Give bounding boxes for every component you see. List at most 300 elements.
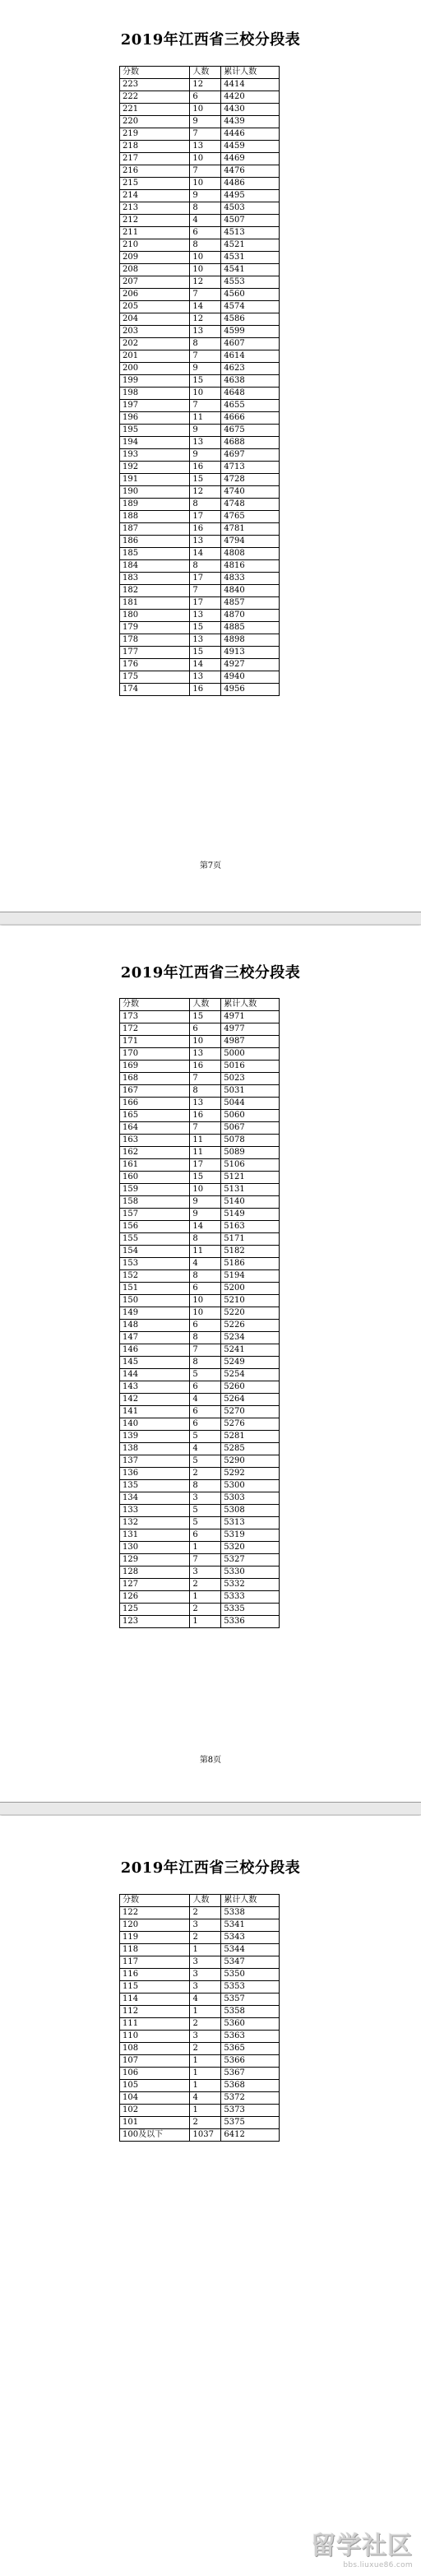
table-row [120, 1616, 280, 1628]
cell-count: 3 [190, 1919, 221, 1932]
cell-count: 8 [190, 1085, 221, 1098]
cell-score: 119 [120, 1932, 190, 1944]
table-row [120, 1344, 280, 1357]
cell-score: 132 [120, 1517, 190, 1529]
cell-score: 152 [120, 1270, 190, 1283]
cell-score: 150 [120, 1295, 190, 1307]
table-row [120, 1418, 280, 1431]
cell-score: 216 [120, 165, 190, 178]
cell-count: 1 [190, 1542, 221, 1554]
page-title: 2019年江西省三校分段表 [120, 1859, 301, 1877]
cell-count: 12 [190, 313, 221, 326]
cell-cumulative: 5338 [221, 1907, 280, 1919]
cell-count: 14 [190, 301, 221, 313]
cell-score: 203 [120, 326, 190, 338]
cell-score: 138 [120, 1443, 190, 1455]
cell-score: 100及以下 [120, 2129, 190, 2142]
cell-score: 155 [120, 1233, 190, 1246]
table-row [120, 1505, 280, 1517]
table-row [120, 1073, 280, 1085]
cell-score: 147 [120, 1332, 190, 1344]
cell-count: 10 [190, 1295, 221, 1307]
cell-score: 142 [120, 1394, 190, 1406]
page-number: 第8页 [199, 1756, 222, 1765]
table-row [120, 1591, 280, 1604]
cell-cumulative: 5313 [221, 1517, 280, 1529]
table-row [120, 1085, 280, 1098]
table-row [120, 1196, 280, 1209]
cell-cumulative: 5000 [221, 1048, 280, 1061]
cell-score: 125 [120, 1604, 190, 1616]
table-row [120, 338, 280, 350]
cell-count: 8 [190, 560, 221, 573]
table-row [120, 1443, 280, 1455]
cell-score: 170 [120, 1048, 190, 1061]
watermark-brand: 留学社区 [311, 2532, 413, 2560]
table-row [120, 289, 280, 301]
table-row [120, 1492, 280, 1505]
cell-cumulative: 4439 [221, 116, 280, 128]
table-header-row [120, 1895, 280, 1907]
cell-cumulative: 5308 [221, 1505, 280, 1517]
table-row [120, 622, 280, 634]
cell-count: 4 [190, 2092, 221, 2105]
table-row [120, 1295, 280, 1307]
cell-cumulative: 4833 [221, 573, 280, 585]
table-row [120, 585, 280, 597]
cell-count: 7 [190, 400, 221, 412]
table-row [120, 1932, 280, 1944]
cell-cumulative: 5335 [221, 1604, 280, 1616]
cell-score: 184 [120, 560, 190, 573]
cell-cumulative: 4607 [221, 338, 280, 350]
cell-count: 6 [190, 1406, 221, 1418]
table-row [120, 1209, 280, 1221]
cell-score: 131 [120, 1529, 190, 1542]
cell-score: 133 [120, 1505, 190, 1517]
cell-cumulative: 5264 [221, 1394, 280, 1406]
cell-score: 175 [120, 671, 190, 684]
table-row [120, 1184, 280, 1196]
cell-cumulative: 4420 [221, 91, 280, 104]
cell-count: 6 [190, 1283, 221, 1295]
table-row [120, 647, 280, 659]
watermark-url: bbs.liuxue86.com [343, 2561, 413, 2569]
cell-cumulative: 5336 [221, 1616, 280, 1628]
cell-count: 9 [190, 190, 221, 202]
table-row [120, 2055, 280, 2068]
cell-score: 213 [120, 202, 190, 215]
cell-cumulative: 4586 [221, 313, 280, 326]
cell-cumulative: 4740 [221, 486, 280, 499]
cell-count: 3 [190, 1969, 221, 1981]
cell-score: 221 [120, 104, 190, 116]
cell-count: 4 [190, 215, 221, 227]
cell-count: 13 [190, 671, 221, 684]
table-row [120, 1357, 280, 1369]
cell-score: 212 [120, 215, 190, 227]
cell-cumulative: 5319 [221, 1529, 280, 1542]
document-page-9 [0, 1816, 421, 2576]
cell-cumulative: 4728 [221, 474, 280, 486]
cell-cumulative: 4927 [221, 659, 280, 671]
table-row [120, 1381, 280, 1394]
cell-score: 185 [120, 548, 190, 560]
cell-count: 15 [190, 622, 221, 634]
cell-score: 177 [120, 647, 190, 659]
cell-count: 14 [190, 659, 221, 671]
cell-cumulative: 5171 [221, 1233, 280, 1246]
cell-cumulative: 4940 [221, 671, 280, 684]
table-row [120, 388, 280, 400]
cell-cumulative: 5281 [221, 1431, 280, 1443]
cell-cumulative: 5249 [221, 1357, 280, 1369]
table-row [120, 350, 280, 363]
table-row [120, 499, 280, 511]
cell-count: 13 [190, 326, 221, 338]
table-row [120, 1135, 280, 1147]
cell-score: 220 [120, 116, 190, 128]
cell-count: 16 [190, 462, 221, 474]
cell-cumulative: 5353 [221, 1981, 280, 1993]
table-row [120, 1320, 280, 1332]
cell-cumulative: 4574 [221, 301, 280, 313]
table-row [120, 363, 280, 375]
table-row [120, 560, 280, 573]
cell-count: 2 [190, 2043, 221, 2055]
cell-score: 161 [120, 1159, 190, 1172]
table-row [120, 1147, 280, 1159]
table-row [120, 1604, 280, 1616]
cell-count: 9 [190, 1209, 221, 1221]
table-row [120, 1981, 280, 1993]
cell-cumulative: 5373 [221, 2105, 280, 2117]
cell-cumulative: 5344 [221, 1944, 280, 1956]
table-row [120, 239, 280, 252]
table-row [120, 91, 280, 104]
cell-score: 180 [120, 610, 190, 622]
table-row [120, 659, 280, 671]
cell-cumulative: 4430 [221, 104, 280, 116]
cell-cumulative: 5131 [221, 1184, 280, 1196]
table-row [120, 1394, 280, 1406]
cell-count: 10 [190, 1184, 221, 1196]
header-score: 分数 [120, 1895, 190, 1907]
table-row [120, 1919, 280, 1932]
table-row [120, 1431, 280, 1443]
table-row [120, 1098, 280, 1110]
cell-score: 171 [120, 1036, 190, 1048]
cell-count: 9 [190, 1196, 221, 1209]
cell-score: 173 [120, 1011, 190, 1023]
table-header-row [120, 999, 280, 1011]
cell-score: 143 [120, 1381, 190, 1394]
cell-cumulative: 4913 [221, 647, 280, 659]
cell-score: 208 [120, 264, 190, 276]
cell-cumulative: 4794 [221, 536, 280, 548]
cell-cumulative: 4781 [221, 523, 280, 536]
cell-cumulative: 4553 [221, 276, 280, 289]
cell-cumulative: 5276 [221, 1418, 280, 1431]
cell-cumulative: 4697 [221, 449, 280, 462]
cell-cumulative: 4531 [221, 252, 280, 264]
cell-count: 10 [190, 252, 221, 264]
cell-score: 195 [120, 425, 190, 437]
document-page-7 [0, 0, 421, 909]
cell-count: 5 [190, 1369, 221, 1381]
cell-cumulative: 4816 [221, 560, 280, 573]
cell-cumulative: 4765 [221, 511, 280, 523]
cell-cumulative: 5366 [221, 2055, 280, 2068]
cell-score: 169 [120, 1061, 190, 1073]
cell-cumulative: 4666 [221, 412, 280, 425]
header-cumulative: 累计人数 [221, 67, 280, 79]
table-row [120, 1122, 280, 1135]
table-row [120, 178, 280, 190]
cell-score: 206 [120, 289, 190, 301]
cell-count: 6 [190, 91, 221, 104]
cell-score: 176 [120, 659, 190, 671]
cell-count: 10 [190, 388, 221, 400]
cell-cumulative: 6412 [221, 2129, 280, 2142]
cell-count: 13 [190, 610, 221, 622]
table-row [120, 153, 280, 165]
cell-score: 156 [120, 1221, 190, 1233]
cell-score: 189 [120, 499, 190, 511]
cell-cumulative: 5365 [221, 2043, 280, 2055]
table-row [120, 276, 280, 289]
header-score: 分数 [120, 67, 190, 79]
cell-cumulative: 5016 [221, 1061, 280, 1073]
cell-score: 172 [120, 1023, 190, 1036]
cell-score: 117 [120, 1956, 190, 1969]
table-row [120, 1246, 280, 1258]
cell-count: 6 [190, 227, 221, 239]
cell-count: 2 [190, 1604, 221, 1616]
cell-cumulative: 4459 [221, 141, 280, 153]
cell-count: 16 [190, 1110, 221, 1122]
document-page-8 [0, 926, 421, 1798]
cell-count: 6 [190, 1381, 221, 1394]
cell-count: 17 [190, 573, 221, 585]
table-row [120, 190, 280, 202]
cell-score: 192 [120, 462, 190, 474]
cell-count: 12 [190, 79, 221, 91]
cell-cumulative: 4507 [221, 215, 280, 227]
cell-cumulative: 4560 [221, 289, 280, 301]
header-cumulative: 累计人数 [221, 999, 280, 1011]
table-row [120, 1036, 280, 1048]
cell-cumulative: 5140 [221, 1196, 280, 1209]
cell-score: 107 [120, 2055, 190, 2068]
cell-score: 157 [120, 1209, 190, 1221]
cell-score: 165 [120, 1110, 190, 1122]
table-row [120, 301, 280, 313]
table-row [120, 1258, 280, 1270]
cell-cumulative: 5367 [221, 2068, 280, 2080]
cell-cumulative: 5300 [221, 1480, 280, 1492]
table-row [120, 165, 280, 178]
table-row [120, 227, 280, 239]
table-row [120, 1406, 280, 1418]
cell-count: 11 [190, 1246, 221, 1258]
cell-score: 199 [120, 375, 190, 388]
cell-cumulative: 5360 [221, 2018, 280, 2031]
cell-count: 13 [190, 1048, 221, 1061]
cell-count: 10 [190, 104, 221, 116]
table-row [120, 1011, 280, 1023]
cell-cumulative: 4898 [221, 634, 280, 647]
cell-score: 110 [120, 2031, 190, 2043]
cell-count: 16 [190, 523, 221, 536]
cell-score: 134 [120, 1492, 190, 1505]
cell-count: 15 [190, 1011, 221, 1023]
cell-score: 178 [120, 634, 190, 647]
cell-count: 8 [190, 1332, 221, 1344]
cell-cumulative: 5341 [221, 1919, 280, 1932]
cell-count: 1 [190, 1591, 221, 1604]
cell-count: 6 [190, 1529, 221, 1542]
table-row [120, 634, 280, 647]
table-row [120, 1993, 280, 2006]
cell-cumulative: 4599 [221, 326, 280, 338]
cell-count: 9 [190, 116, 221, 128]
table-row [120, 1907, 280, 1919]
cell-count: 10 [190, 1036, 221, 1048]
cell-count: 8 [190, 499, 221, 511]
cell-cumulative: 5106 [221, 1159, 280, 1172]
table-row [120, 1307, 280, 1320]
cell-score: 163 [120, 1135, 190, 1147]
cell-cumulative: 4446 [221, 128, 280, 141]
table-row [120, 202, 280, 215]
cell-cumulative: 4675 [221, 425, 280, 437]
cell-count: 12 [190, 486, 221, 499]
table-row [120, 1270, 280, 1283]
cell-cumulative: 5327 [221, 1554, 280, 1566]
cell-count: 4 [190, 1258, 221, 1270]
cell-score: 202 [120, 338, 190, 350]
cell-score: 144 [120, 1369, 190, 1381]
header-count: 人数 [190, 999, 221, 1011]
cell-cumulative: 5044 [221, 1098, 280, 1110]
cell-cumulative: 5290 [221, 1455, 280, 1468]
table-row [120, 1110, 280, 1122]
cell-count: 15 [190, 1172, 221, 1184]
cell-score: 179 [120, 622, 190, 634]
table-row [120, 141, 280, 153]
table-row [120, 1579, 280, 1591]
cell-cumulative: 5254 [221, 1369, 280, 1381]
cell-score: 214 [120, 190, 190, 202]
page-title: 2019年江西省三校分段表 [120, 964, 301, 982]
cell-count: 3 [190, 1566, 221, 1579]
cell-count: 15 [190, 647, 221, 659]
table-header-row [120, 67, 280, 79]
cell-score: 166 [120, 1098, 190, 1110]
table-row [120, 1283, 280, 1295]
table-row [120, 252, 280, 264]
cell-count: 8 [190, 239, 221, 252]
cell-count: 13 [190, 437, 221, 449]
table-row [120, 1172, 280, 1184]
table-row [120, 2129, 280, 2142]
header-count: 人数 [190, 67, 221, 79]
table-row [120, 375, 280, 388]
cell-count: 7 [190, 165, 221, 178]
table-row [120, 1529, 280, 1542]
cell-cumulative: 4513 [221, 227, 280, 239]
cell-count: 13 [190, 634, 221, 647]
cell-count: 5 [190, 1431, 221, 1443]
cell-cumulative: 4638 [221, 375, 280, 388]
cell-count: 11 [190, 1147, 221, 1159]
cell-score: 188 [120, 511, 190, 523]
cell-count: 13 [190, 536, 221, 548]
cell-cumulative: 5368 [221, 2080, 280, 2092]
cell-count: 9 [190, 425, 221, 437]
cell-score: 160 [120, 1172, 190, 1184]
cell-score: 187 [120, 523, 190, 536]
table-row [120, 1956, 280, 1969]
cell-cumulative: 5350 [221, 1969, 280, 1981]
cell-score: 218 [120, 141, 190, 153]
cell-score: 200 [120, 363, 190, 375]
cell-cumulative: 4808 [221, 548, 280, 560]
cell-score: 101 [120, 2117, 190, 2129]
cell-count: 8 [190, 338, 221, 350]
cell-count: 1 [190, 2055, 221, 2068]
cell-cumulative: 5320 [221, 1542, 280, 1554]
cell-cumulative: 4987 [221, 1036, 280, 1048]
table-row [120, 1048, 280, 1061]
cell-score: 118 [120, 1944, 190, 1956]
cell-cumulative: 5292 [221, 1468, 280, 1480]
cell-count: 1 [190, 2105, 221, 2117]
header-cumulative: 累计人数 [221, 1895, 280, 1907]
cell-cumulative: 4748 [221, 499, 280, 511]
cell-cumulative: 4870 [221, 610, 280, 622]
cell-count: 2 [190, 1579, 221, 1591]
table-row [120, 474, 280, 486]
cell-score: 191 [120, 474, 190, 486]
cell-count: 7 [190, 1554, 221, 1566]
table-row [120, 1023, 280, 1036]
cell-count: 3 [190, 1956, 221, 1969]
score-table [119, 998, 280, 1628]
cell-cumulative: 4688 [221, 437, 280, 449]
cell-score: 174 [120, 684, 190, 696]
cell-count: 7 [190, 1344, 221, 1357]
header-score: 分数 [120, 999, 190, 1011]
cell-cumulative: 4614 [221, 350, 280, 363]
cell-cumulative: 4476 [221, 165, 280, 178]
cell-cumulative: 5121 [221, 1172, 280, 1184]
cell-score: 181 [120, 597, 190, 610]
table-row [120, 437, 280, 449]
cell-count: 5 [190, 1517, 221, 1529]
cell-cumulative: 5200 [221, 1283, 280, 1295]
cell-score: 154 [120, 1246, 190, 1258]
cell-score: 215 [120, 178, 190, 190]
cell-count: 3 [190, 1492, 221, 1505]
cell-cumulative: 5186 [221, 1258, 280, 1270]
table-row [120, 1061, 280, 1073]
cell-score: 104 [120, 2092, 190, 2105]
cell-cumulative: 4623 [221, 363, 280, 375]
cell-count: 16 [190, 1061, 221, 1073]
cell-score: 167 [120, 1085, 190, 1098]
